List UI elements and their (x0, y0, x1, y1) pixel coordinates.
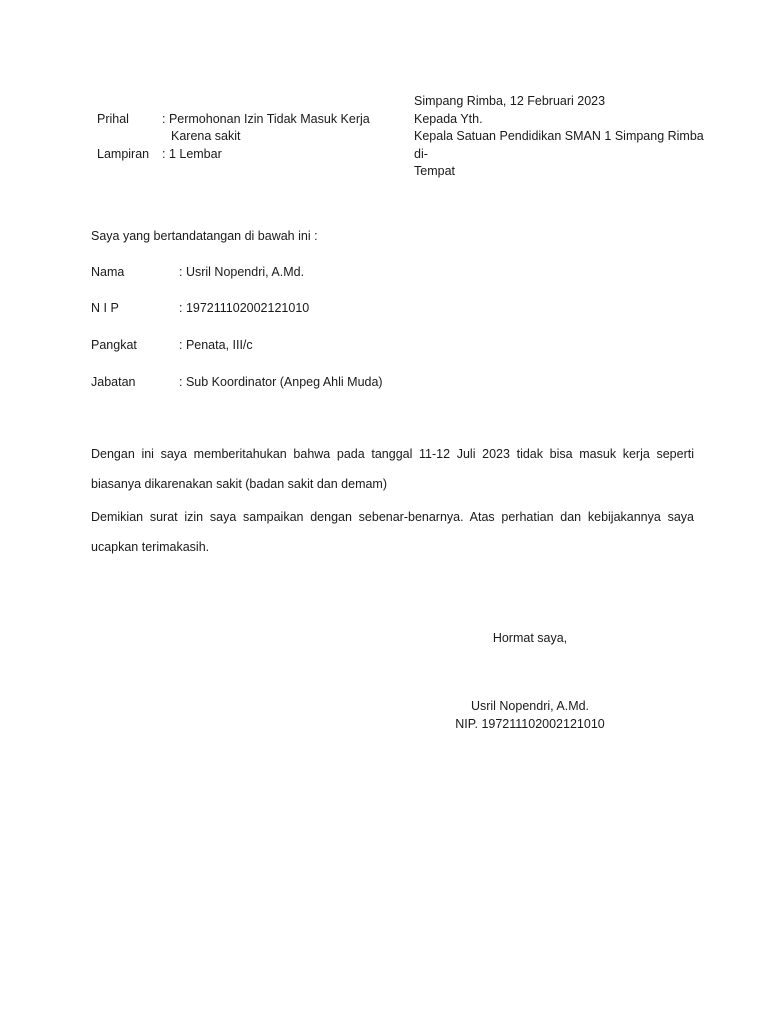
intro-text: Saya yang bertandatangan di bawah ini : (91, 229, 318, 243)
recipient-block (414, 93, 704, 181)
body-paragraph-2 (91, 502, 694, 562)
body-paragraph-2-line-2: ucapkan terimakasih. (91, 540, 210, 554)
identity-value-jabatan: : Sub Koordinator (Anpeg Ahli Muda) (179, 375, 383, 389)
prihal-value: : Permohonan Izin Tidak Masuk Kerja (162, 112, 370, 126)
place-date: Simpang Rimba, 12 Februari 2023 (414, 94, 606, 108)
identity-label-jabatan: Jabatan (91, 375, 136, 389)
recipient-location: Tempat (414, 164, 455, 178)
body-paragraph-1-line-2: biasanya dikarenakan sakit (badan sakit dan demam) (91, 477, 388, 491)
recipient-addressee: Kepala Satuan Pendidikan SMAN 1 Simpang Rimba (414, 129, 704, 143)
body-paragraph-1 (91, 439, 694, 499)
closing-text: Hormat saya, (492, 631, 568, 645)
recipient-di: di- (414, 146, 428, 161)
lampiran-value: : 1 Lembar (162, 147, 222, 161)
identity-value-nama: : Usril Nopendri, A.Md. (179, 265, 305, 279)
body-paragraph-2-line-1: Demikian surat izin saya sampaikan dengan sebenar-benarnya. Atas perhatian dan kebijakannya saya (91, 510, 694, 524)
prihal-value-continued: Karena sakit (171, 129, 241, 143)
identity-label-nama: Nama (91, 265, 125, 279)
recipient-greeting: Kepada Yth. (414, 111, 483, 126)
prihal-label: Prihal (97, 112, 129, 126)
identity-label-nip: N I P (91, 301, 119, 315)
signatory-nip: NIP. 197211102002121010 (455, 717, 605, 731)
identity-value-pangkat: : Penata, III/c (179, 338, 253, 352)
body-paragraph-1-line-1: Dengan ini saya memberitahukan bahwa pada tanggal 11-12 Juli 2023 tidak bisa masuk kerja seperti (91, 447, 694, 461)
identity-label-pangkat: Pangkat (91, 338, 137, 352)
lampiran-label: Lampiran (97, 147, 150, 161)
identity-value-nip: : 197211102002121010 (179, 301, 310, 315)
signatory-name: Usril Nopendri, A.Md. (470, 699, 590, 713)
